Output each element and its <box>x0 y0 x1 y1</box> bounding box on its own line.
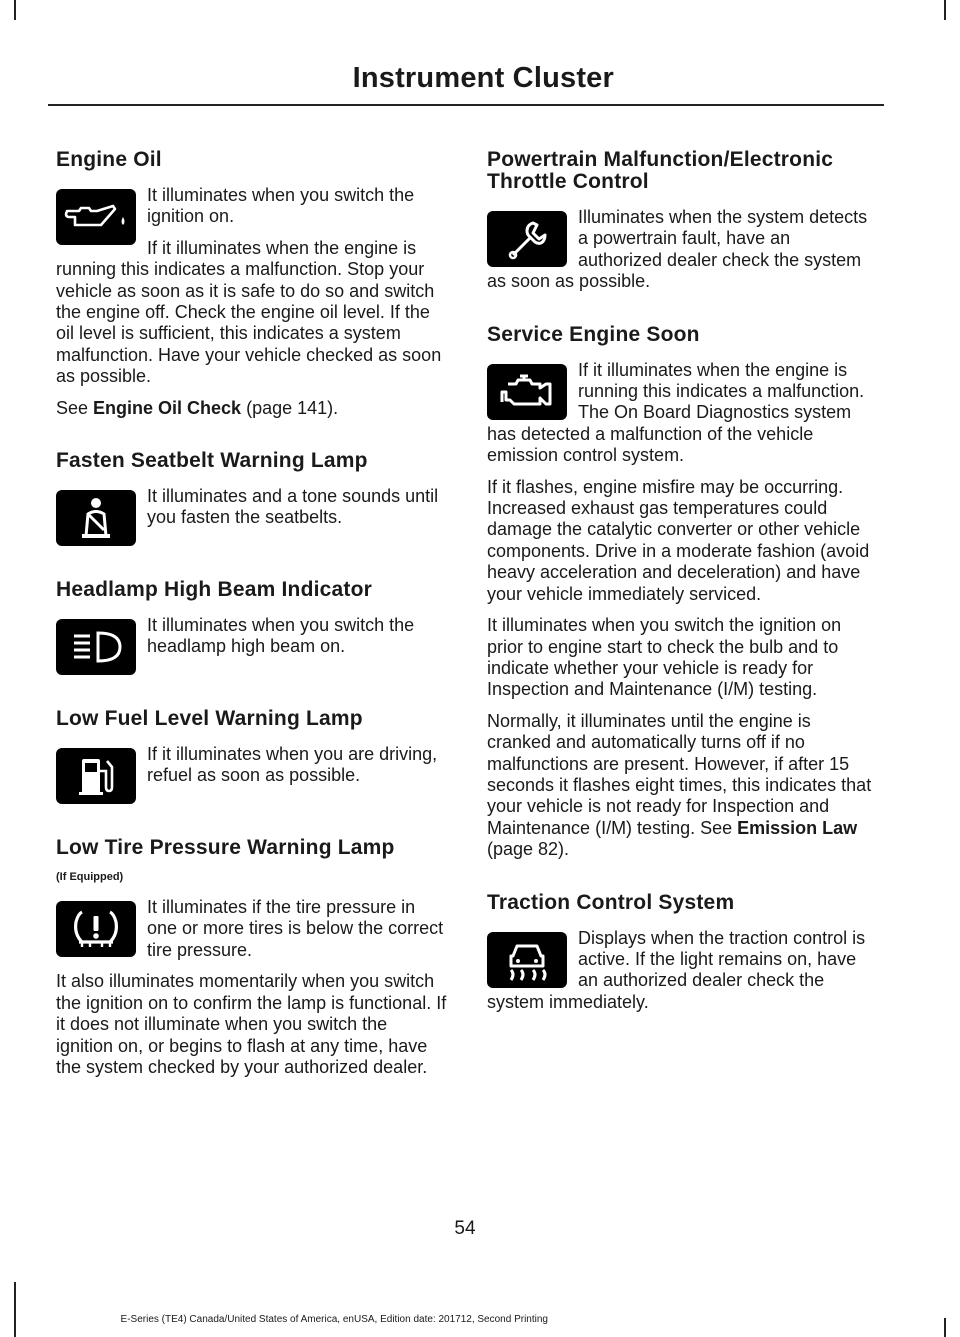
fuel-pump-icon <box>56 748 136 804</box>
service-engine-text-4-body: Normally, it illuminates until the engine is cranked and automatically turns off if no malfunctions are present. However, if after 15 seconds it flashes eight times, this indicates that your vehicle is not ready for Inspection and Maintenance (I/M) testing. See <box>487 710 872 838</box>
if-equipped-note: (If Equipped) <box>56 871 124 884</box>
low-fuel-heading: Low Fuel Level Warning Lamp <box>56 707 363 731</box>
engine-oil-text-2: If it illuminates when the engine is running this indicates a malfunction. Stop your vehicle as soon as it is safe to do so and switch the engine off. Check the engine oil level. If the oil level is sufficient, this indicates a system malfunction. Have your vehicle checked as soon as possible. <box>56 237 442 387</box>
tire-pressure-section <box>56 837 448 1078</box>
header-divider <box>48 104 884 106</box>
high-beam-heading: Headlamp High Beam Indicator <box>56 578 372 602</box>
traction-heading: Traction Control System <box>487 890 735 914</box>
engine-oil-check-link[interactable]: Engine Oil Check <box>93 397 242 418</box>
wrench-icon <box>487 211 567 267</box>
service-engine-heading: Service Engine Soon <box>487 322 700 346</box>
seatbelt-section <box>56 450 448 548</box>
engine-oil-heading: Engine Oil <box>56 148 162 171</box>
emission-law-suffix: (page 82). <box>487 839 570 860</box>
engine-icon <box>487 364 567 420</box>
service-engine-text-2: If it flashes, engine misfire may be occurring. Increased exhaust gas temperatures could damage the catalytic converter or other vehicle components. Drive in a moderate fashion (avoid heavy acceleration and deceleration) and have your vehicle immediately serviced. <box>487 476 870 604</box>
engine-oil-section <box>56 149 448 419</box>
powertrain-section <box>487 149 879 293</box>
seatbelt-text: It illuminates and a tone sounds until you fasten the seatbelts. <box>147 486 439 528</box>
tire-pressure-heading: Low Tire Pressure Warning Lamp <box>56 836 395 860</box>
seatbelt-icon <box>56 490 136 546</box>
oil-can-icon <box>56 189 136 245</box>
powertrain-text: Illuminates when the system detects a powertrain fault, have an authorized dealer check the system as soon as possible. <box>487 207 868 292</box>
crop-mark-bottom-left <box>14 1282 16 1337</box>
low-fuel-text: If it illuminates when you are driving, refuel as soon as possible. <box>147 744 438 786</box>
crop-mark-top-right <box>944 0 946 20</box>
engine-oil-text-1: It illuminates when you switch the ignition on. <box>147 185 415 227</box>
right-column <box>487 140 879 1013</box>
crop-mark-bottom-right <box>944 1318 946 1337</box>
crop-mark-top-left <box>14 0 16 20</box>
service-engine-text-1: If it illuminates when the engine is running this indicates a malfunction. The On Board Diagnostics system has detected a malfunction of the vehicle emission control system. <box>487 359 865 466</box>
high-beam-icon <box>56 619 136 675</box>
see-suffix: (page 141). <box>241 397 339 418</box>
powertrain-heading: Powertrain Malfunction/Electronic Throttle Control <box>487 148 834 193</box>
traction-section <box>487 892 879 1014</box>
high-beam-section <box>56 579 448 677</box>
seatbelt-heading: Fasten Seatbelt Warning Lamp <box>56 449 368 473</box>
traction-control-icon <box>487 932 567 988</box>
footer-edition-info: E-Series (TE4) Canada/United States of America, enUSA, Edition date: 201712, Second Printing <box>120 1314 548 1325</box>
service-engine-section <box>487 324 879 861</box>
traction-text: Displays when the traction control is active. If the light remains on, have an authorized dealer check the system immediately. <box>487 927 866 1012</box>
service-engine-text-3: It illuminates when you switch the ignition on prior to engine start to check the bulb and to indicate whether your vehicle is ready for Inspection and Maintenance (I/M) testing. <box>487 615 842 700</box>
tire-pressure-text-1: It illuminates if the tire pressure in one or more tires is below the correct tire pressure. <box>147 897 444 960</box>
tire-pressure-text-2: It also illuminates momentarily when you switch the ignition on to confirm the lamp is functional. If it does not illuminate when you switch the ignition on, or begins to flash at any time, have the system checked by your authorized dealer. <box>56 971 447 1077</box>
left-column <box>56 140 448 1078</box>
tire-pressure-icon <box>56 901 136 957</box>
page-number: 54 <box>454 1218 476 1239</box>
emission-law-link[interactable]: Emission Law <box>737 817 858 838</box>
engine-oil-see-ref <box>56 398 448 419</box>
page-title: Instrument Cluster <box>352 62 614 94</box>
service-engine-text-4 <box>487 711 879 861</box>
high-beam-text: It illuminates when you switch the headlamp high beam on. <box>147 615 415 657</box>
see-prefix: See <box>56 397 94 418</box>
low-fuel-section <box>56 708 448 806</box>
